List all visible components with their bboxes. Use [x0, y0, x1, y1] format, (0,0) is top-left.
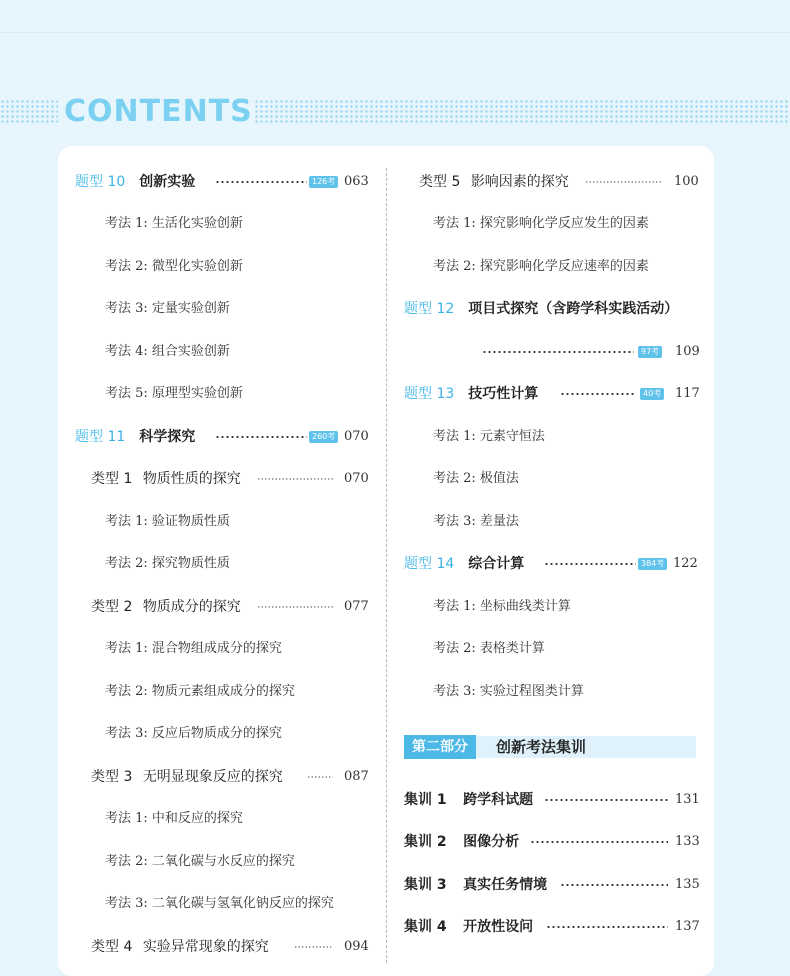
toc-method[interactable]: 考法 3: 反应后物质成分的探究	[105, 726, 282, 741]
toc-method[interactable]: 考法 1: 中和反应的探究	[105, 811, 243, 826]
dot-leader	[257, 467, 333, 491]
page-number: 063	[344, 174, 369, 189]
toc-method[interactable]: 考法 3: 差量法	[433, 514, 519, 529]
toc-method[interactable]: 考法 3: 实验过程图类计算	[433, 684, 584, 699]
toc-topic-10[interactable]	[75, 170, 375, 194]
toc-training-4[interactable]	[404, 915, 700, 939]
toc-training-1[interactable]	[404, 788, 700, 812]
toc-method[interactable]: 考法 2: 表格类计算	[433, 641, 545, 656]
page-number: 094	[344, 939, 369, 954]
part-name: 创新考法集训	[496, 738, 587, 756]
toc-method[interactable]: 考法 3: 定量实验创新	[105, 301, 230, 316]
dot-leader	[530, 830, 668, 854]
topic-name: 项目式探究（含跨学科实践活动）	[468, 301, 679, 317]
training-label: 集训 3	[404, 877, 447, 893]
page-number: 070	[344, 429, 369, 444]
dot-leader	[257, 595, 333, 619]
toc-topic-11[interactable]	[75, 425, 375, 449]
toc-method[interactable]: 考法 1: 生活化实验创新	[105, 216, 243, 231]
toc-method[interactable]: 考法 1: 混合物组成成分的探究	[105, 641, 282, 656]
page-number: 133	[675, 834, 700, 849]
toc-topic-12[interactable]	[404, 297, 704, 321]
topic-name: 创新实验	[139, 174, 196, 190]
category-label: 类型 5	[419, 174, 461, 190]
topic-number: 题型 12	[404, 301, 455, 317]
toc-method[interactable]: 考法 4: 组合实验创新	[105, 344, 230, 359]
category-name: 物质性质的探究	[142, 471, 241, 487]
exam-count-badge: 126考	[309, 176, 338, 188]
category-label: 类型 4	[91, 939, 133, 955]
part-two-banner[interactable]	[404, 736, 696, 758]
training-name: 图像分析	[463, 834, 520, 850]
toc-category-4[interactable]	[91, 935, 375, 959]
contents-header	[0, 95, 790, 129]
page-number: 070	[344, 471, 369, 486]
category-label: 类型 2	[91, 599, 133, 615]
topic-name: 综合计算	[468, 556, 525, 572]
toc-method[interactable]: 考法 1: 坐标曲线类计算	[433, 599, 571, 614]
topic-number: 题型 14	[404, 556, 455, 572]
page-number: 117	[675, 386, 700, 401]
toc-method[interactable]: 考法 3: 二氧化碳与氢氧化钠反应的探究	[105, 896, 334, 911]
category-label: 类型 3	[91, 769, 133, 785]
dot-pattern-left	[0, 99, 58, 123]
category-name: 物质成分的探究	[142, 599, 241, 615]
toc-method[interactable]: 考法 1: 验证物质性质	[105, 514, 230, 529]
toc-category-1[interactable]	[91, 467, 375, 491]
toc-method[interactable]: 考法 2: 二氧化碳与水反应的探究	[105, 854, 295, 869]
toc-method[interactable]: 考法 1: 探究影响化学反应发生的因素	[433, 216, 649, 231]
topic-name: 科学探究	[139, 429, 196, 445]
dot-leader	[585, 170, 663, 194]
dot-leader	[294, 935, 333, 959]
toc-training-3[interactable]	[404, 873, 700, 897]
toc-topic-13[interactable]	[404, 382, 704, 406]
toc-method[interactable]: 考法 2: 极值法	[433, 471, 519, 486]
category-label: 类型 1	[91, 471, 133, 487]
exam-count-badge: 384考	[638, 558, 667, 570]
contents-title: CONTENTS	[64, 94, 253, 129]
topic-name: 技巧性计算	[468, 386, 539, 402]
page-number: 122	[673, 556, 698, 571]
toc-method[interactable]: 考法 2: 微型化实验创新	[105, 259, 243, 274]
training-name: 真实任务情境	[463, 877, 548, 893]
toc-method[interactable]: 考法 2: 探究物质性质	[105, 556, 230, 571]
page-number: 109	[675, 344, 700, 359]
toc-category-2[interactable]	[91, 595, 375, 619]
toc-topic-12-page[interactable]	[404, 340, 704, 364]
dot-leader	[546, 915, 668, 939]
toc-method[interactable]: 考法 1: 元素守恒法	[433, 429, 545, 444]
topic-number: 题型 10	[75, 174, 126, 190]
category-name: 无明显现象反应的探究	[142, 769, 283, 785]
part-tag: 第二部分	[404, 735, 476, 759]
top-rule	[0, 32, 790, 33]
training-label: 集训 4	[404, 919, 447, 935]
exam-count-badge: 97考	[638, 346, 662, 358]
toc-category-5[interactable]	[419, 170, 701, 194]
page-number: 137	[675, 919, 700, 934]
column-divider	[386, 168, 387, 963]
page-number: 087	[344, 769, 369, 784]
category-name: 影响因素的探究	[470, 174, 569, 190]
page-number: 100	[674, 174, 699, 189]
toc-method[interactable]: 考法 5: 原理型实验创新	[105, 386, 243, 401]
dot-leader	[215, 425, 307, 449]
topic-number: 题型 11	[75, 429, 126, 445]
training-name: 开放性设问	[463, 919, 534, 935]
toc-method[interactable]: 考法 2: 探究影响化学反应速率的因素	[433, 259, 649, 274]
page-number: 131	[675, 792, 700, 807]
training-label: 集训 2	[404, 834, 447, 850]
page-number: 135	[675, 877, 700, 892]
toc-method[interactable]: 考法 2: 物质元素组成成分的探究	[105, 684, 295, 699]
topic-number: 题型 13	[404, 386, 455, 402]
exam-count-badge: 260考	[309, 431, 338, 443]
dot-leader	[560, 873, 668, 897]
dot-leader	[307, 765, 333, 789]
category-name: 实验异常现象的探究	[142, 939, 269, 955]
dot-leader	[482, 340, 634, 364]
toc-category-3[interactable]	[91, 765, 375, 789]
training-name: 跨学科试题	[463, 792, 534, 808]
exam-count-badge: 40考	[640, 388, 664, 400]
toc-training-2[interactable]	[404, 830, 700, 854]
dot-pattern-right	[254, 99, 790, 123]
page-number: 077	[344, 599, 369, 614]
dot-leader	[544, 552, 636, 576]
dot-leader	[560, 382, 636, 406]
dot-leader	[215, 170, 307, 194]
training-label: 集训 1	[404, 792, 447, 808]
toc-topic-14[interactable]	[404, 552, 704, 576]
dot-leader	[544, 788, 668, 812]
